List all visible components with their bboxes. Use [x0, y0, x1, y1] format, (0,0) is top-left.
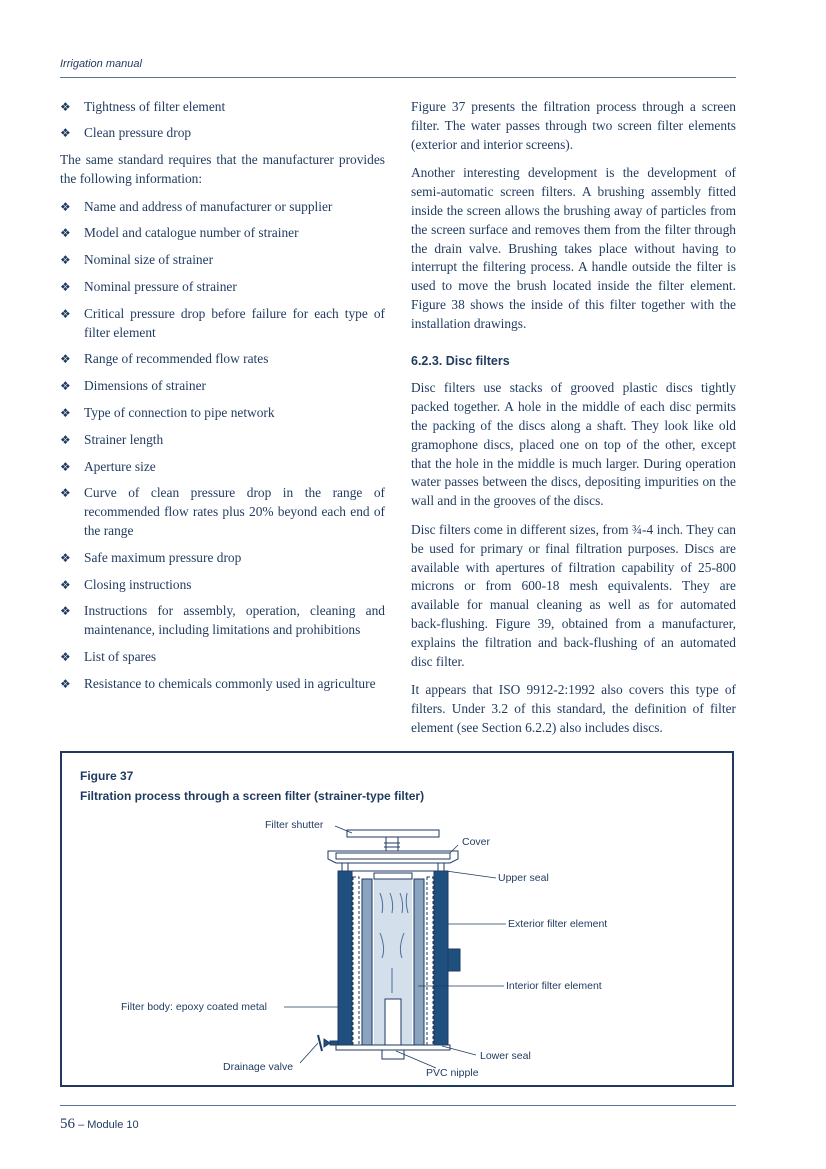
module-label: – Module 10 [78, 1119, 139, 1131]
running-header: Irrigation manual [60, 58, 142, 70]
bullet-list-top [60, 98, 385, 143]
paragraph-semi-automatic: Another interesting development is the development of semi-automatic screen filters. A brushing assembly fitted inside the screen allows the brushing away of particles from the screen surface and removes them from the filter through the drain valve. Brushing takes place without having to interrupt the filtering process. A handle outside the filter is used to move the brush located inside the filter element. Figure 38 shows the inside of this filter together with the installation drawings. [411, 165, 736, 331]
label-exterior-filter-element: Exterior filter element [508, 918, 608, 930]
filter-body-right-wall [434, 871, 448, 1049]
interior-element-left [362, 879, 372, 1045]
intro-paragraph: The same standard requires that the manufacturer provides the following information: [60, 152, 385, 186]
list-item: ❖ Curve of clean pressure drop in the range of recommended flow rates plus 20% beyond each end of the range [60, 484, 385, 540]
list-item: ❖ Type of connection to pipe network [60, 404, 385, 423]
interior-element-right [414, 879, 424, 1045]
list-item: ❖ Name and address of manufacturer or supplier [60, 198, 385, 217]
list-item: ❖ Aperture size [60, 458, 385, 477]
page-number: 56 [60, 1116, 75, 1132]
list-item: ❖ Model and catalogue number of strainer [60, 224, 385, 243]
footer-divider [60, 1105, 736, 1106]
list-item: ❖ Strainer length [60, 431, 385, 450]
list-item: ❖ Tightness of filter element [60, 98, 385, 117]
label-interior-filter-element: Interior filter element [506, 980, 602, 992]
figure-caption: Filtration process through a screen filter (strainer-type filter) [80, 789, 425, 803]
right-column [411, 98, 736, 748]
list-item: ❖ Resistance to chemicals commonly used in agriculture [60, 675, 385, 694]
header-divider [60, 77, 736, 78]
left-column [60, 98, 385, 702]
list-item: ❖ Nominal pressure of strainer [60, 278, 385, 297]
label-lower-seal: Lower seal [480, 1050, 531, 1062]
list-item: ❖ Nominal size of strainer [60, 251, 385, 270]
paragraph-disc-filters: Disc filters use stacks of grooved plastic discs tightly packed together. A hole in the middle of each disc permits the packing of the discs along a shaft. They look like old gramophone discs, placed one on top of the other, except that the hole in the middle is much larger. During operation water passes between the discs, depositing impurities on the wall and in the grooves of the discs. [411, 380, 736, 509]
label-cover: Cover [462, 836, 491, 848]
label-drainage-valve: Drainage valve [223, 1061, 294, 1073]
page-footer [60, 1116, 139, 1133]
label-upper-seal: Upper seal [498, 872, 549, 884]
paragraph-iso: It appears that ISO 9912-2:1992 also covers this type of filters. Under 3.2 of this standard, the definition of filter element (see Section 6.2.2) also includes discs. [411, 682, 736, 735]
list-item: ❖ List of spares [60, 648, 385, 667]
filter-shutter-handle [347, 830, 439, 837]
list-item: ❖ Dimensions of strainer [60, 377, 385, 396]
list-item: ❖ Critical pressure drop before failure for each type of filter element [60, 305, 385, 343]
side-handle [448, 949, 460, 971]
paragraph-figure-37: Figure 37 presents the filtration process through a screen filter. The water passes through two screen filter elements (exterior and interior screens). [411, 99, 736, 152]
screen-filter-diagram [62, 753, 732, 1085]
filter-body-left-wall [338, 871, 352, 1049]
bullet-list-info [60, 198, 385, 694]
list-item: ❖ Instructions for assembly, operation, cleaning and maintenance, including limitations and prohibitions [60, 602, 385, 640]
label-pvc-nipple: PVC nipple [426, 1067, 479, 1079]
figure-37-box [60, 751, 734, 1087]
list-item: ❖ Closing instructions [60, 576, 385, 595]
paragraph-disc-sizes: Disc filters come in different sizes, from ¾-4 inch. They can be used for primary or final filtration purposes. Discs are available with apertures of filtration capability of 25-800 microns or from 600-18 mesh equivalents. They are available for manual cleaning as well as for automated back-flushing. Figure 39, obtained from a manufacturer, explains the filtration and back-flushing of an automated disc filter. [411, 521, 736, 669]
list-item: ❖ Clean pressure drop [60, 124, 385, 143]
figure-number: Figure 37 [80, 769, 134, 783]
drainage-valve [324, 1039, 330, 1047]
list-item: ❖ Safe maximum pressure drop [60, 549, 385, 568]
list-item: ❖ Range of recommended flow rates [60, 350, 385, 369]
section-heading-disc-filters: 6.2.3. Disc filters [411, 353, 510, 368]
label-filter-body: Filter body: epoxy coated metal [121, 1001, 267, 1013]
label-filter-shutter: Filter shutter [265, 819, 324, 831]
